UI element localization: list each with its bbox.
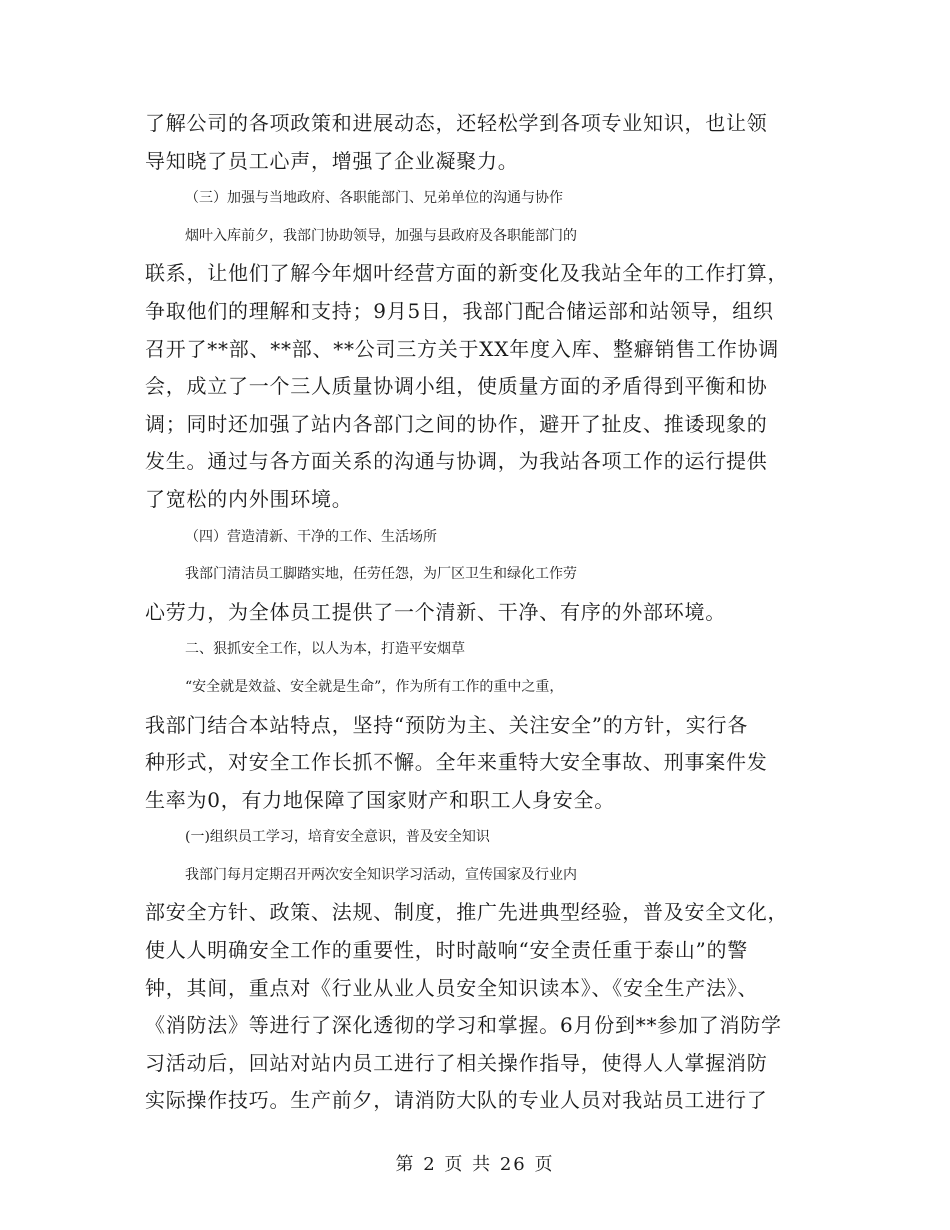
text-line: 我部门清洁员工脚踏实地，任劳任怨，为厂区卫生和绿化工作劳: [185, 566, 577, 583]
text-line: 使人人明确安全工作的重要性，时时敲响“安全责任重于泰山”的警: [145, 938, 748, 963]
text-line: 联系，让他们了解今年烟叶经营方面的新变化及我站全年的工作打算，: [145, 261, 789, 286]
text-line: 调；同时还加强了站内各部门之间的协作，避开了扯皮、推诿现象的: [145, 411, 768, 436]
text-line: 种形式，对安全工作长抓不懈。全年来重特大安全事故、刑事案件发: [145, 750, 768, 775]
text-line: 了宽松的内外围环境。: [145, 486, 353, 511]
text-line: 实际操作技巧。生产前夕，请消防大队的专业人员对我站员工进行了: [145, 1088, 768, 1113]
text-line: 导知晓了员工心声，增强了企业凝聚力。: [145, 148, 519, 173]
text-line: 生率为0，有力地保障了国家财产和职工人身安全。: [145, 787, 615, 812]
text-line: （四）营造清新、干净的工作、生活场所: [185, 528, 437, 545]
text-line: 召开了**部、**部、**公司三方关于XX年度入库、整癖销售工作协调: [145, 336, 779, 361]
text-line: 争取他们的理解和支持；9月5日，我部门配合储运部和站领导，组织: [145, 298, 774, 323]
text-line: （三）加强与当地政府、各职能部门、兄弟单位的沟通与协作: [185, 190, 563, 207]
text-line: 会，成立了一个三人质量协调小组，使质量方面的矛盾得到平衡和协: [145, 374, 768, 399]
text-line: 钟，其间，重点对《行业从业人员安全知识读本》、《安全生产法》、: [145, 975, 759, 1000]
text-line: 发生。通过与各方面关系的沟通与协调，为我站各项工作的运行提供: [145, 449, 768, 474]
text-line: 二、狠抓安全工作，以人为本，打造平安烟草: [185, 641, 465, 658]
text-line: 心劳力，为全体员工提供了一个清新、干净、有序的外部环境。: [145, 599, 726, 624]
text-line: “安全就是效益、安全就是生命”，作为所有工作的重中之重，: [185, 678, 564, 695]
text-line: 了解公司的各项政策和进展动态，还轻松学到各项专业知识，也让领: [145, 111, 768, 135]
text-line: 烟叶入库前夕，我部门协助领导，加强与县政府及各职能部门的: [185, 227, 577, 244]
text-line: 《消防法》等进行了深化透彻的学习和掌握。6月份到**参加了消防学: [145, 1013, 782, 1038]
text-line: 我部门每月定期召开两次安全知识学习活动，宣传国家及行业内: [185, 866, 577, 883]
text-line: 习活动后，回站对站内员工进行了相关操作指导，使得人人掌握消防: [145, 1050, 768, 1075]
page-footer: 第 2 页 共 26 页: [395, 1154, 555, 1175]
text-line: 我部门结合本站特点，坚持“预防为主、关注安全”的方针，实行各: [145, 712, 748, 737]
document-body: [145, 105, 810, 1120]
text-line: (一)组织员工学习，培育安全意识，普及安全知识: [185, 829, 490, 846]
text-line: 部安全方针、政策、法规、制度，推广先进典型经验，普及安全文化，: [145, 900, 789, 925]
